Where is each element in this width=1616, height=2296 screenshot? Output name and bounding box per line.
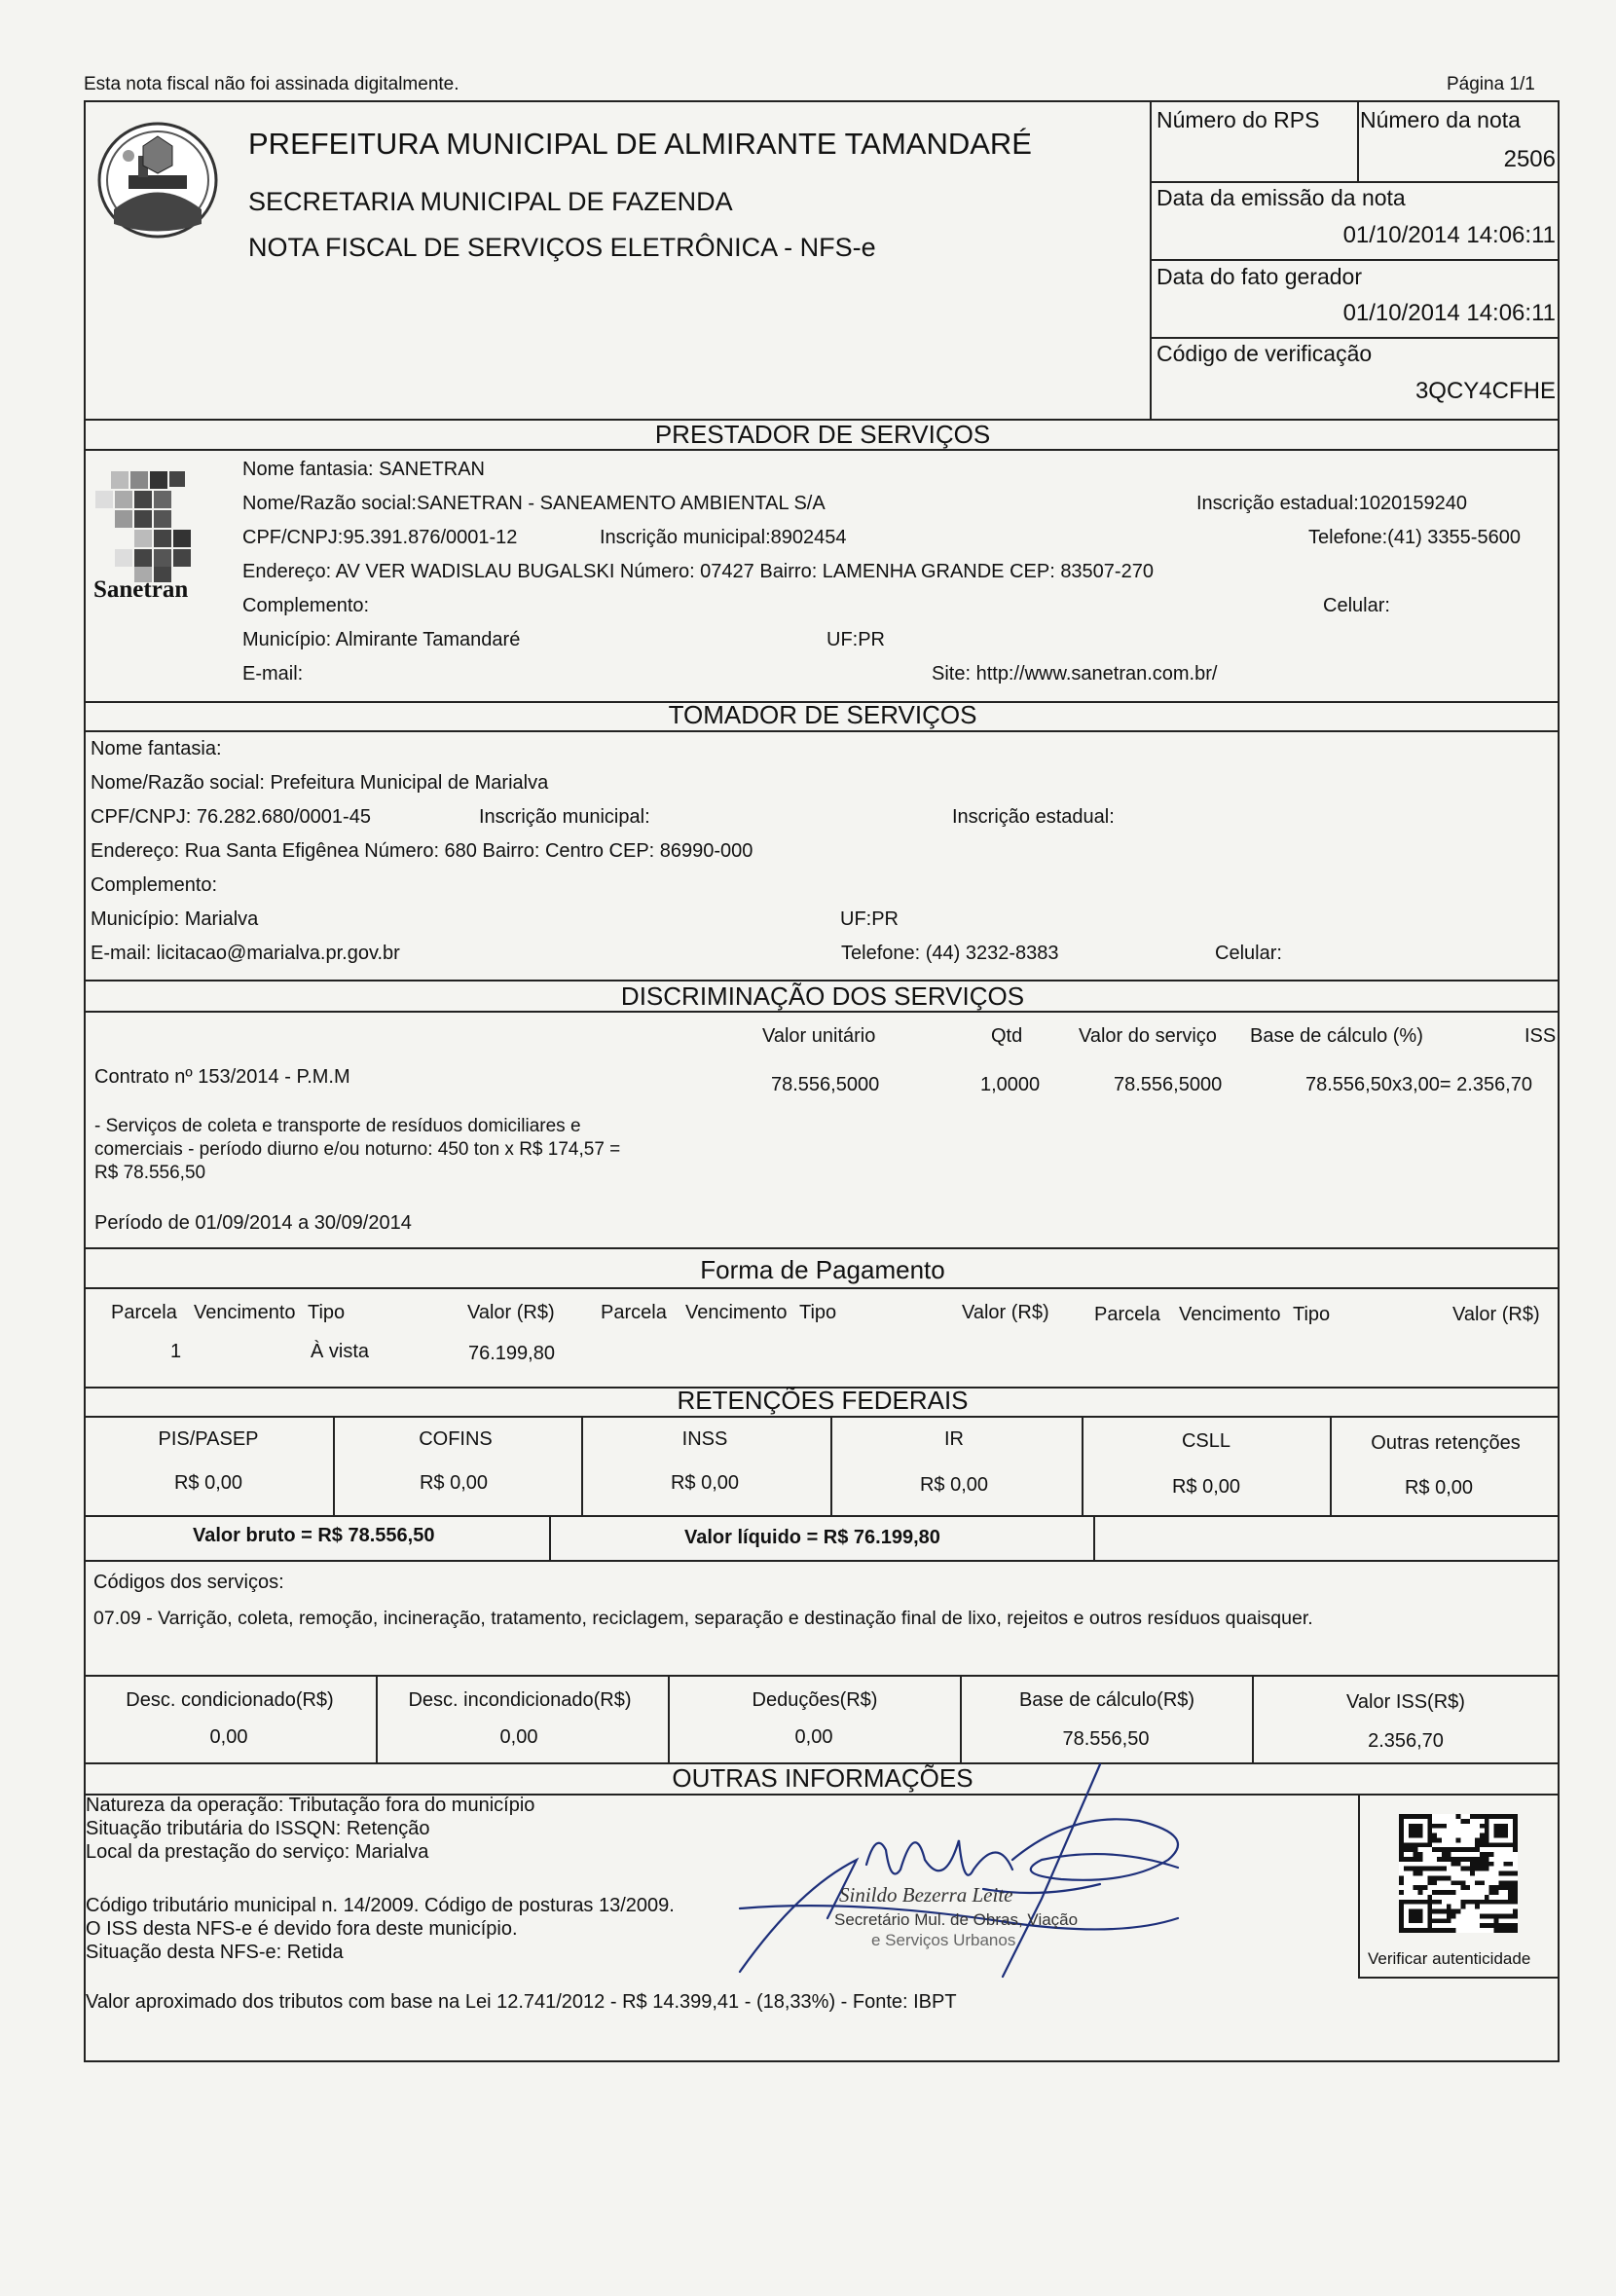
- header-box-line: [1150, 259, 1560, 261]
- outras-natureza: Natureza da operação: Tributação fora do município: [86, 1795, 535, 1816]
- tomador-nome-fantasia: Nome fantasia:: [91, 738, 222, 759]
- pag-h-tipo: Tipo: [1293, 1304, 1331, 1325]
- emissao-label: Data da emissão da nota: [1157, 185, 1406, 210]
- cell-divider: [668, 1675, 670, 1762]
- prestador-inscricao-municipal: Inscrição municipal:8902454: [600, 527, 847, 548]
- section-rule: [84, 1287, 1560, 1289]
- emissao-value: 01/10/2014 14:06:11: [1342, 222, 1556, 248]
- prestador-uf: UF:PR: [826, 629, 885, 650]
- numero-nota-value: 2506: [1503, 146, 1556, 172]
- col-iss: ISS: [1524, 1025, 1557, 1047]
- ret-cofins-value: R$ 0,00: [419, 1472, 489, 1494]
- cell-divider: [549, 1515, 551, 1560]
- prestador-inscricao-estadual: Inscrição estadual:1020159240: [1196, 493, 1467, 514]
- pag-h-tipo: Tipo: [308, 1302, 346, 1323]
- section-rule: [84, 1675, 1560, 1677]
- tomador-endereco: Endereço: Rua Santa Efigênea Número: 680 Bairro: Centro CEP: 86990-000: [91, 840, 753, 862]
- cell-divider: [333, 1416, 335, 1515]
- verificacao-value: 3QCY4CFHE: [1414, 378, 1556, 404]
- valor-servico-value: 78.556,5000: [1114, 1074, 1223, 1095]
- qr-box-left: [1358, 1794, 1360, 1977]
- pag-h-parcela: Parcela: [1094, 1304, 1160, 1325]
- tot-valor-iss-label: Valor ISS(R$): [1346, 1691, 1465, 1713]
- outras-situacao-issqn: Situação tributária do ISSQN: Retenção: [86, 1818, 430, 1839]
- pag-h-valor: Valor (R$): [1452, 1304, 1540, 1325]
- tomador-cpf-cnpj: CPF/CNPJ: 76.282.680/0001-45: [91, 806, 371, 828]
- pag-parcela-value: 1: [170, 1341, 182, 1362]
- discriminacao-section-title: DISCRIMINAÇÃO DOS SERVIÇOS: [620, 981, 1025, 1011]
- pag-h-parcela: Parcela: [601, 1302, 667, 1323]
- qtd-value: 1,0000: [980, 1074, 1041, 1095]
- tot-desc-incond-label: Desc. incondicionado(R$): [408, 1689, 632, 1711]
- col-valor-servico: Valor do serviço: [1079, 1025, 1217, 1047]
- cell-divider: [1252, 1675, 1254, 1762]
- pag-h-vencimento: Vencimento: [1179, 1304, 1281, 1325]
- fato-gerador-label: Data do fato gerador: [1157, 264, 1362, 289]
- cell-divider: [376, 1675, 378, 1762]
- tot-base-calculo-label: Base de cálculo(R$): [1018, 1689, 1195, 1711]
- tomador-telefone: Telefone: (44) 3232-8383: [841, 943, 1059, 964]
- section-rule: [84, 1515, 1560, 1517]
- codigos-label: Códigos dos serviços:: [93, 1572, 284, 1593]
- tomador-uf: UF:PR: [840, 908, 899, 930]
- prefeitura-title: PREFEITURA MUNICIPAL DE ALMIRANTE TAMANDARÉ: [248, 127, 1032, 161]
- qr-code[interactable]: [1399, 1814, 1518, 1938]
- section-rule: [84, 730, 1560, 732]
- cell-divider: [581, 1416, 583, 1515]
- not-signed-note: Esta nota fiscal não foi assinada digitalmente.: [84, 74, 459, 94]
- handwritten-signature: [720, 1753, 1227, 2001]
- stamp-name: Sinildo Bezerra Leite: [839, 1883, 1013, 1907]
- servico-descricao-line: - Serviços de coleta e transporte de resíduos domiciliares e: [94, 1116, 581, 1136]
- cell-divider: [960, 1675, 962, 1762]
- prestador-endereco: Endereço: AV VER WADISLAU BUGALSKI Número: 07427 Bairro: LAMENHA GRANDE CEP: 83507-270: [242, 561, 1154, 582]
- ret-pis-label: PIS/PASEP: [158, 1428, 259, 1450]
- prestador-telefone: Telefone:(41) 3355-5600: [1308, 527, 1521, 548]
- stamp-line-2: e Serviços Urbanos: [871, 1931, 1016, 1949]
- pag-h-tipo: Tipo: [799, 1302, 837, 1323]
- secretaria-title: SECRETARIA MUNICIPAL DE FAZENDA: [248, 187, 733, 216]
- verificacao-label: Código de verificação: [1157, 341, 1373, 366]
- prefeitura-crest-logo: [90, 117, 226, 248]
- pagamento-section-title: Forma de Pagamento: [700, 1255, 945, 1284]
- prestador-email: E-mail:: [242, 663, 304, 685]
- outras-valor-tributos: Valor aproximado dos tributos com base na Lei 12.741/2012 - R$ 14.399,41 - (18,33%) - Fonte: IBPT: [86, 1991, 957, 2013]
- tot-desc-cond-label: Desc. condicionado(R$): [126, 1689, 334, 1711]
- col-base-calculo: Base de cálculo (%): [1250, 1025, 1423, 1047]
- ret-outras-value: R$ 0,00: [1404, 1477, 1474, 1499]
- section-rule: [84, 1560, 1560, 1562]
- ret-pis-value: R$ 0,00: [173, 1472, 243, 1494]
- valor-bruto: Valor bruto = R$ 78.556,50: [193, 1525, 435, 1546]
- col-valor-unitario: Valor unitário: [762, 1025, 876, 1047]
- outras-local-prestacao: Local da prestação do serviço: Marialva: [86, 1841, 429, 1863]
- pag-h-parcela: Parcela: [111, 1302, 177, 1323]
- tot-deducoes-label: Deduções(R$): [752, 1689, 878, 1711]
- rps-divider: [1357, 100, 1359, 182]
- retencoes-section-title: RETENÇÕES FEDERAIS: [677, 1386, 969, 1415]
- prestador-cpf-cnpj: CPF/CNPJ:95.391.876/0001-12: [242, 527, 518, 548]
- section-rule: [84, 1011, 1560, 1013]
- numero-nota-label: Número da nota: [1360, 107, 1521, 132]
- ret-cofins-label: COFINS: [419, 1428, 493, 1450]
- stamp-line-1: Secretário Mul. de Obras, Viação: [834, 1910, 1079, 1929]
- fato-gerador-value: 01/10/2014 14:06:11: [1342, 300, 1556, 326]
- nota-title: NOTA FISCAL DE SERVIÇOS ELETRÔNICA - NFS-e: [248, 233, 876, 262]
- tomador-inscricao-estadual: Inscrição estadual:: [952, 806, 1115, 828]
- ret-csll-label: CSLL: [1181, 1430, 1231, 1452]
- prestador-razao-social: Nome/Razão social:SANETRAN - SANEAMENTO AMBIENTAL S/A: [242, 493, 826, 514]
- header-box-line: [1150, 337, 1560, 339]
- prestador-nome-fantasia: Nome fantasia: SANETRAN: [242, 459, 485, 480]
- pag-valor-value: 76.199,80: [468, 1343, 555, 1364]
- outras-iss-devido: O ISS desta NFS-e é devido fora deste município.: [86, 1918, 518, 1940]
- tomador-email: E-mail: licitacao@marialva.pr.gov.br: [91, 943, 400, 964]
- ret-ir-label: IR: [944, 1428, 964, 1450]
- outras-section-title: OUTRAS INFORMAÇÕES: [672, 1763, 973, 1793]
- periodo-text: Período de 01/09/2014 a 30/09/2014: [94, 1212, 412, 1234]
- tot-desc-cond-value: 0,00: [209, 1726, 248, 1748]
- prestador-site: Site: http://www.sanetran.com.br/: [932, 663, 1218, 685]
- pag-h-vencimento: Vencimento: [685, 1302, 788, 1323]
- cell-divider: [830, 1416, 832, 1515]
- tomador-inscricao-municipal: Inscrição municipal:: [479, 806, 650, 828]
- prestador-section-title: PRESTADOR DE SERVIÇOS: [654, 420, 991, 449]
- prestador-municipio: Município: Almirante Tamandaré: [242, 629, 521, 650]
- verificar-autenticidade-link[interactable]: Verificar autenticidade: [1368, 1949, 1531, 1968]
- tomador-razao-social: Nome/Razão social: Prefeitura Municipal de Marialva: [91, 772, 549, 794]
- valor-unitario-value: 78.556,5000: [771, 1074, 880, 1095]
- rps-label: Número do RPS: [1157, 107, 1320, 132]
- codigos-text: 07.09 - Varrição, coleta, remoção, incineração, tratamento, reciclagem, separação e destinação final de lixo, rejeitos e outros resíduos quaisquer.: [93, 1608, 1313, 1629]
- servico-descricao-line: comerciais - período diurno e/ou noturno: 450 ton x R$ 174,57 =: [94, 1139, 621, 1160]
- tomador-section-title: TOMADOR DE SERVIÇOS: [668, 700, 977, 729]
- ret-ir-value: R$ 0,00: [919, 1474, 989, 1496]
- pag-h-valor: Valor (R$): [467, 1302, 555, 1323]
- cell-divider: [1330, 1416, 1332, 1515]
- sanetran-logo-text: Sanetran: [93, 576, 189, 603]
- ret-inss-label: INSS: [681, 1428, 728, 1450]
- cell-divider: [1082, 1416, 1083, 1515]
- section-rule: [84, 449, 1560, 451]
- valor-liquido: Valor líquido = R$ 76.199,80: [684, 1527, 940, 1548]
- prestador-celular: Celular:: [1323, 595, 1390, 616]
- section-rule: [84, 1416, 1560, 1418]
- outras-situacao-nfse: Situação desta NFS-e: Retida: [86, 1942, 344, 1963]
- tot-desc-incond-value: 0,00: [499, 1726, 538, 1748]
- pag-tipo-value: À vista: [311, 1341, 370, 1362]
- tomador-complemento: Complemento:: [91, 874, 218, 896]
- header-box-line: [1150, 181, 1560, 183]
- cell-divider: [1093, 1515, 1095, 1560]
- col-qtd: Qtd: [991, 1025, 1023, 1047]
- tomador-municipio: Município: Marialva: [91, 908, 259, 930]
- base-calc-iss-value: 78.556,50x3,00= 2.356,70: [1305, 1074, 1532, 1095]
- prestador-complemento: Complemento:: [242, 595, 370, 616]
- tot-base-calculo-value: 78.556,50: [1062, 1728, 1150, 1750]
- outras-codigo-tributario: Código tributário municipal n. 14/2009. Código de posturas 13/2009.: [86, 1895, 675, 1916]
- ret-csll-value: R$ 0,00: [1171, 1476, 1241, 1498]
- tot-deducoes-value: 0,00: [794, 1726, 833, 1748]
- section-rule: [84, 1247, 1560, 1249]
- pag-h-vencimento: Vencimento: [194, 1302, 296, 1323]
- qr-box-bottom: [1358, 1977, 1560, 1979]
- page-number: Página 1/1: [1447, 74, 1535, 94]
- tomador-celular: Celular:: [1215, 943, 1282, 964]
- contrato-text: Contrato nº 153/2014 - P.M.M: [94, 1066, 350, 1088]
- tot-valor-iss-value: 2.356,70: [1368, 1730, 1444, 1752]
- ret-inss-value: R$ 0,00: [670, 1472, 740, 1494]
- servico-descricao-line: R$ 78.556,50: [94, 1163, 206, 1183]
- pag-h-valor: Valor (R$): [962, 1302, 1049, 1323]
- ret-outras-label: Outras retenções: [1371, 1432, 1521, 1454]
